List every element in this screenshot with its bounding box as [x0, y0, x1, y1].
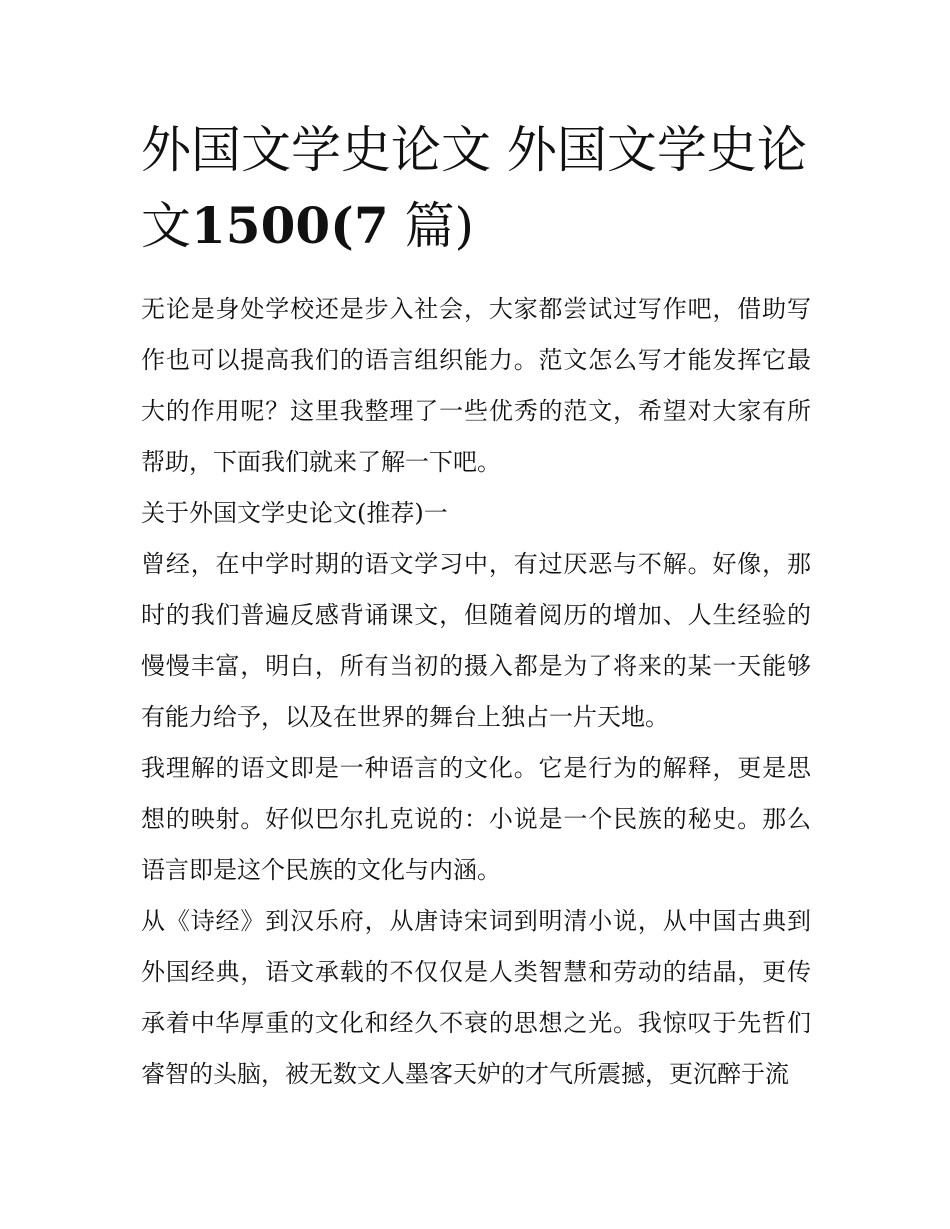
title-number: 1500(7	[191, 196, 389, 255]
document-body	[141, 284, 811, 1100]
document-title	[141, 112, 811, 264]
body-paragraph: 曾经，在中学时期的语文学习中，有过厌恶与不解。好像，那时的我们普遍反感背诵课文，但随着阅历的增加、人生经验的慢慢丰富，明白，所有当初的摄入都是为了将来的某一天能够有能力给予，以及在世界的舞台上独占一片天地。	[141, 550, 811, 731]
section-heading: 关于外国文学史论文(推荐)一	[141, 499, 448, 527]
title-count: 篇)	[388, 197, 475, 255]
intro-paragraph: 无论是身处学校还是步入社会，大家都尝试过写作吧，借助写作也可以提高我们的语言组织能力。范文怎么写才能发挥它最大的作用呢？这里我整理了一些优秀的范文，希望对大家有所帮助，下面我们就来了解一下吧。	[141, 295, 811, 476]
title-text: 外国文学史论文 外国文学史论文	[141, 121, 807, 255]
document-page	[141, 112, 811, 1100]
body-paragraph: 我理解的语文即是一种语言的文化。它是行为的解释，更是思想的映射。好似巴尔扎克说的：小说是一个民族的秘史。那么语言即是这个民族的文化与内涵。	[141, 754, 811, 884]
body-paragraph: 从《诗经》到汉乐府，从唐诗宋词到明清小说，从中国古典到外国经典，语文承载的不仅仅是人类智慧和劳动的结晶，更传承着中华厚重的文化和经久不衰的思想之光。我惊叹于先哲们睿智的头脑，被无数文人墨客天妒的才气所震撼，更沉醉于流	[141, 907, 811, 1088]
